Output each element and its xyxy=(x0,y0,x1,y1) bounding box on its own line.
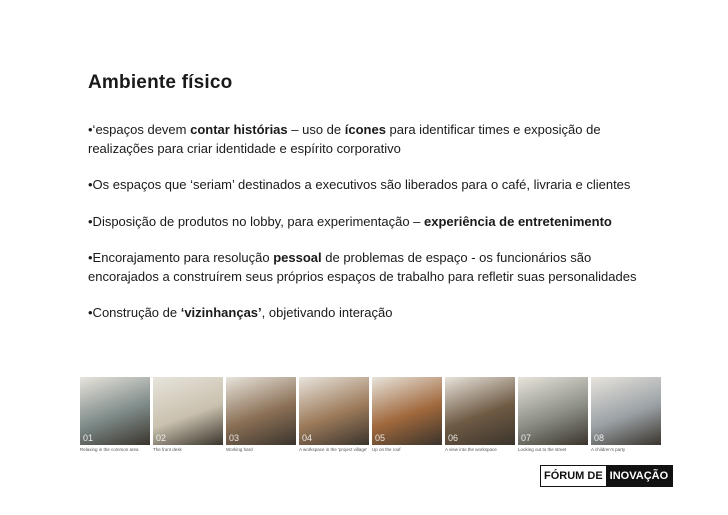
bullet-text: de problemas de espaço - os funcionários são encorajados a construírem seus próprios espaços de trabalho para refletir suas personalidades xyxy=(88,250,637,284)
office-photo xyxy=(591,377,661,445)
logo-text-forum: FÓRUM DE xyxy=(541,466,606,486)
office-photo xyxy=(299,377,369,445)
bullet-emphasis: experiência de entretenimento xyxy=(424,213,612,229)
bullet-item xyxy=(88,213,648,232)
photo-number: 07 xyxy=(521,433,532,443)
photo-number: 06 xyxy=(448,433,459,443)
photo-strip xyxy=(80,377,660,457)
logo-text-inovacao: INOVAÇÃO xyxy=(606,466,672,486)
office-photo xyxy=(226,377,296,445)
office-photo xyxy=(153,377,223,445)
photo-caption: A view into the workspace xyxy=(445,447,497,452)
photo-caption: A workspace in the 'project village' xyxy=(299,447,368,452)
photo-caption: A children's party xyxy=(591,447,626,452)
bullet-emphasis: ícones xyxy=(344,122,386,137)
office-photo xyxy=(518,377,588,445)
photo-caption: Up on the roof xyxy=(372,447,401,452)
bullet-item xyxy=(88,249,648,286)
bullet-text: •Os espaços que ‘seriam’ destinados a executivos são liberados para o café, livraria e clientes xyxy=(88,177,631,192)
office-photo xyxy=(445,377,515,445)
photo-number: 08 xyxy=(594,433,605,443)
photo-number: 01 xyxy=(83,433,94,443)
photo-number: 02 xyxy=(156,433,167,443)
photo-number: 03 xyxy=(229,433,240,443)
office-photo xyxy=(372,377,442,445)
bullet-text: •Encorajamento para resolução xyxy=(88,250,274,265)
bullet-text: •Construção de xyxy=(88,305,181,320)
slide-title: Ambiente físico xyxy=(88,72,233,93)
bullet-item xyxy=(88,176,648,195)
bullet-emphasis: contar histórias xyxy=(190,122,288,137)
bullet-item xyxy=(88,304,648,323)
photo-caption: The front desk xyxy=(153,447,182,452)
photo-caption: Working hard xyxy=(226,447,253,452)
bullet-emphasis: pessoal xyxy=(273,250,322,265)
photo-caption: Looking out to the street xyxy=(518,447,567,452)
bullet-text: •Disposição de produtos no lobby, para experimentação – xyxy=(88,213,425,229)
office-photo xyxy=(80,377,150,445)
photo-number: 04 xyxy=(302,433,313,443)
bullet-emphasis: ‘vizinhanças’ xyxy=(180,305,262,320)
bullet-text: , objetivando interação xyxy=(261,305,393,320)
bullet-text: •‘espaços devem xyxy=(88,122,191,137)
photo-number: 05 xyxy=(375,433,386,443)
photo-caption: Relaxing in the common area xyxy=(80,447,139,452)
bullet-item xyxy=(88,121,648,158)
bullet-list xyxy=(88,121,648,341)
forum-inovacao-logo xyxy=(540,465,673,487)
bullet-text: para identificar times e exposição de realizações para criar identidade e espírito corporativo xyxy=(88,122,601,156)
bullet-text: – uso de xyxy=(287,122,345,137)
